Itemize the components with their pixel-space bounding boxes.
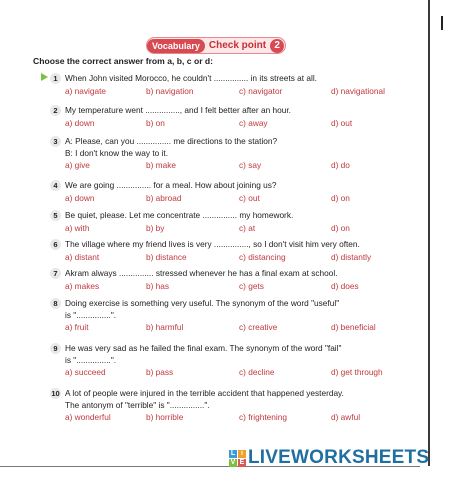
answer-option[interactable]: c) say: [239, 160, 262, 170]
question-line: [50, 105, 425, 117]
answer-option[interactable]: a) with: [65, 222, 90, 233]
logo-grid-cell: E: [239, 458, 245, 466]
question-item: [50, 343, 425, 378]
answer-option[interactable]: a) down: [65, 117, 95, 128]
question-line: [50, 298, 425, 310]
question-line: [50, 180, 425, 192]
question-item: [50, 73, 425, 97]
answer-options: [50, 280, 425, 292]
answer-option[interactable]: d) on: [331, 222, 350, 233]
answer-option[interactable]: c) navigator: [239, 85, 283, 96]
question-text: When John visited Morocco, he couldn't ............... in its streets at all.: [65, 73, 317, 83]
question-text: Be quiet, please. Let me concentrate ............... my homework.: [65, 210, 294, 220]
question-number: 5: [50, 210, 61, 221]
answer-option[interactable]: c) away: [239, 117, 268, 128]
answer-option[interactable]: a) wonderful: [65, 412, 111, 422]
answer-options: [50, 222, 425, 234]
answer-option[interactable]: d) get through: [331, 367, 383, 377]
question-line: [50, 388, 425, 400]
answer-options: [50, 366, 425, 378]
question-text: A lot of people were injured in the terrible accident that happened yesterday.: [65, 388, 344, 398]
answer-option[interactable]: b) on: [146, 117, 165, 128]
question-number: 6: [50, 239, 61, 250]
question-item: [50, 210, 425, 234]
question-text-continued: B: I don't know the way to it.: [65, 147, 169, 158]
logo-grid-cell: L: [230, 449, 236, 457]
question-item: [50, 388, 425, 423]
answer-option[interactable]: b) pass: [146, 367, 174, 377]
answer-option[interactable]: d) does: [331, 280, 359, 291]
question-number: 4: [50, 180, 61, 191]
question-number: 8: [50, 298, 61, 309]
answer-option[interactable]: a) makes: [65, 280, 100, 291]
question-text: We are going ............... for a meal. How about joining us?: [65, 180, 277, 190]
question-number: 2: [50, 105, 61, 116]
answer-option[interactable]: a) navigate: [65, 85, 107, 96]
logo-grid-cell: V: [230, 458, 236, 466]
answer-option[interactable]: d) distantly: [331, 251, 372, 262]
question-text-continued: is "...............".: [65, 354, 117, 365]
play-arrow-icon[interactable]: [41, 73, 48, 81]
logo-text: LIVEWORKSHEETS: [248, 447, 430, 468]
answer-options: [50, 411, 425, 423]
question-item: [50, 180, 425, 204]
question-number: 3: [50, 136, 61, 147]
header-check-point: Check point: [208, 39, 267, 51]
answer-option[interactable]: d) navigational: [331, 85, 385, 96]
answer-option[interactable]: b) navigation: [146, 85, 194, 96]
question-text: He was very sad as he failed the final exam. The synonym of the word "fail": [65, 343, 342, 353]
question-item: [50, 136, 425, 171]
question-item: [50, 298, 425, 333]
question-text: A: Please, can you ............... me directions to the station?: [65, 136, 278, 146]
right-border-line: [428, 0, 430, 466]
corner-tick-mark: [441, 16, 443, 30]
answer-option[interactable]: c) distancing: [239, 251, 286, 262]
answer-option[interactable]: a) fruit: [65, 322, 89, 332]
question-item: [50, 268, 425, 292]
answer-option[interactable]: b) distance: [146, 251, 187, 262]
question-text: Doing exercise is something very useful. The synonym of the word "useful": [65, 298, 340, 308]
answer-option[interactable]: d) do: [331, 160, 350, 170]
question-line: [50, 73, 425, 85]
answer-option[interactable]: d) on: [331, 192, 350, 203]
answer-option[interactable]: b) horrible: [146, 412, 184, 422]
answer-option[interactable]: a) succeed: [65, 367, 106, 377]
logo-grid-icon: [229, 450, 246, 467]
question-number: 7: [50, 268, 61, 279]
logo-grid-cell: i: [238, 450, 246, 458]
question-item: [50, 105, 425, 129]
question-text-continued: The antonym of "terrible" is "...............".: [65, 399, 210, 410]
question-text: The village where my friend lives is very ..............., so I don't visit him very often.: [65, 239, 360, 249]
answer-option[interactable]: c) at: [239, 222, 256, 233]
answer-options: [50, 321, 425, 333]
question-text-continued: is "...............".: [65, 309, 117, 320]
answer-options: [50, 85, 425, 97]
question-number: 1: [50, 73, 61, 84]
answer-option[interactable]: d) awful: [331, 412, 361, 422]
answer-option[interactable]: b) has: [146, 280, 170, 291]
answer-options: [50, 251, 425, 263]
answer-options: [50, 117, 425, 129]
header-vocabulary-pill: Vocabulary: [147, 39, 205, 53]
answer-option[interactable]: c) frightening: [239, 412, 287, 422]
answer-option[interactable]: a) distant: [65, 251, 100, 262]
answer-option[interactable]: b) abroad: [146, 192, 182, 203]
answer-option[interactable]: c) out: [239, 192, 260, 203]
answer-option[interactable]: c) decline: [239, 367, 275, 377]
answer-option[interactable]: d) out: [331, 117, 353, 128]
answer-option[interactable]: c) gets: [239, 280, 264, 291]
question-line: [50, 136, 425, 148]
answer-options: [50, 159, 425, 171]
instruction-text: Choose the correct answer from a, b, c or d:: [33, 56, 214, 66]
question-text: My temperature went ..............., and I felt better after an hour.: [65, 105, 291, 115]
answer-option[interactable]: b) by: [146, 222, 165, 233]
answer-option[interactable]: a) give: [65, 160, 90, 170]
question-item: [50, 239, 425, 263]
question-line: [50, 343, 425, 355]
question-text: Akram always ............... stressed whenever he has a final exam at school.: [65, 268, 338, 278]
answer-option[interactable]: c) creative: [239, 322, 278, 332]
section-header: [146, 37, 286, 54]
question-number: 10: [51, 389, 60, 398]
question-line: [50, 239, 425, 251]
question-number: 9: [50, 343, 61, 354]
header-number-badge: 2: [270, 39, 284, 53]
liveworksheets-logo: [229, 447, 429, 469]
answer-option[interactable]: b) harmful: [146, 322, 184, 332]
answer-option[interactable]: a) down: [65, 192, 95, 203]
question-line: [50, 268, 425, 280]
answer-option[interactable]: d) beneficial: [331, 322, 376, 332]
answer-option[interactable]: b) make: [146, 160, 176, 170]
question-line: [50, 210, 425, 222]
answer-options: [50, 192, 425, 204]
